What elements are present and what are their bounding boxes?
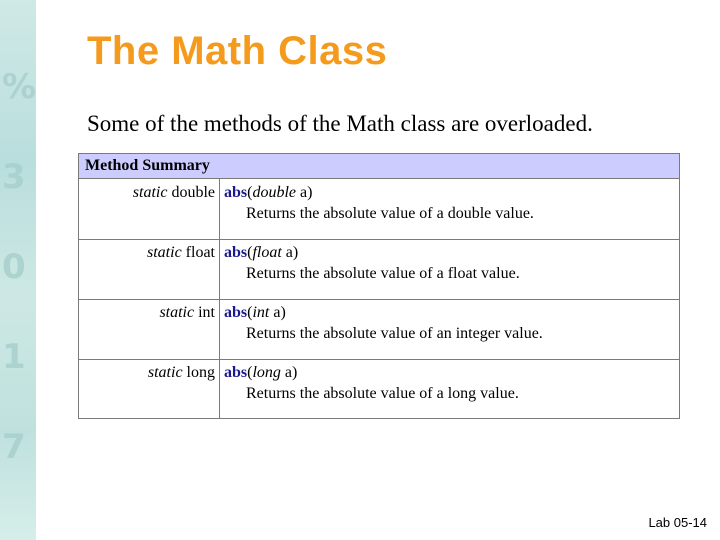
row-divider <box>79 299 679 300</box>
table-row <box>79 179 679 239</box>
return-type-cell <box>159 304 215 322</box>
method-signature: abs(float a) <box>224 244 299 261</box>
table-row <box>79 299 679 359</box>
method-name-link[interactable]: abs <box>224 184 248 201</box>
method-name-link[interactable]: abs <box>224 244 248 261</box>
method-description: Returns the absolute value of an integer value. <box>246 325 543 342</box>
method-signature: abs(long a) <box>224 364 298 381</box>
slide-subtitle: Some of the methods of the Math class are overloaded. <box>87 111 593 136</box>
param-name: a <box>300 184 308 201</box>
modifier: static <box>147 244 182 261</box>
row-divider <box>79 359 679 360</box>
decorative-glyph: 1 <box>2 337 26 377</box>
method-description: Returns the absolute value of a long value. <box>246 385 519 402</box>
param-name: a <box>284 364 293 381</box>
decorative-glyph: % <box>2 67 36 107</box>
method-name-link[interactable]: abs <box>224 364 248 381</box>
return-type: long <box>186 364 215 381</box>
row-divider <box>79 239 679 240</box>
return-type: double <box>171 184 215 201</box>
decorative-side-strip <box>0 0 36 540</box>
modifier: static <box>159 304 195 321</box>
method-description: Returns the absolute value of a double value. <box>246 205 534 222</box>
param-type: long <box>252 364 281 381</box>
decorative-glyph: 0 <box>2 247 26 287</box>
slide-footer: Lab 05-14 <box>648 515 707 530</box>
param-name: a <box>273 304 281 321</box>
method-summary-header: Method Summary <box>79 154 679 179</box>
decorative-glyph: 3 <box>2 157 26 197</box>
param-type: int <box>252 304 270 321</box>
return-type-cell <box>147 244 215 262</box>
method-summary-table <box>78 153 680 419</box>
modifier: static <box>147 364 183 381</box>
return-type: float <box>185 244 215 261</box>
table-row <box>79 359 679 419</box>
return-type: int <box>198 304 215 321</box>
method-description: Returns the absolute value of a float value. <box>246 265 520 282</box>
method-name-link[interactable]: abs <box>224 304 248 321</box>
method-signature: abs(double a) <box>224 184 313 201</box>
table-row <box>79 239 679 299</box>
param-type: float <box>252 244 282 261</box>
decorative-glyph: 7 <box>2 427 26 467</box>
param-name: a <box>285 244 293 261</box>
modifier: static <box>132 184 168 201</box>
return-type-cell <box>133 184 215 202</box>
slide-title: The Math Class <box>87 29 388 73</box>
method-signature: abs(int a) <box>224 304 286 321</box>
param-type: double <box>252 184 296 201</box>
return-type-cell <box>148 364 215 382</box>
